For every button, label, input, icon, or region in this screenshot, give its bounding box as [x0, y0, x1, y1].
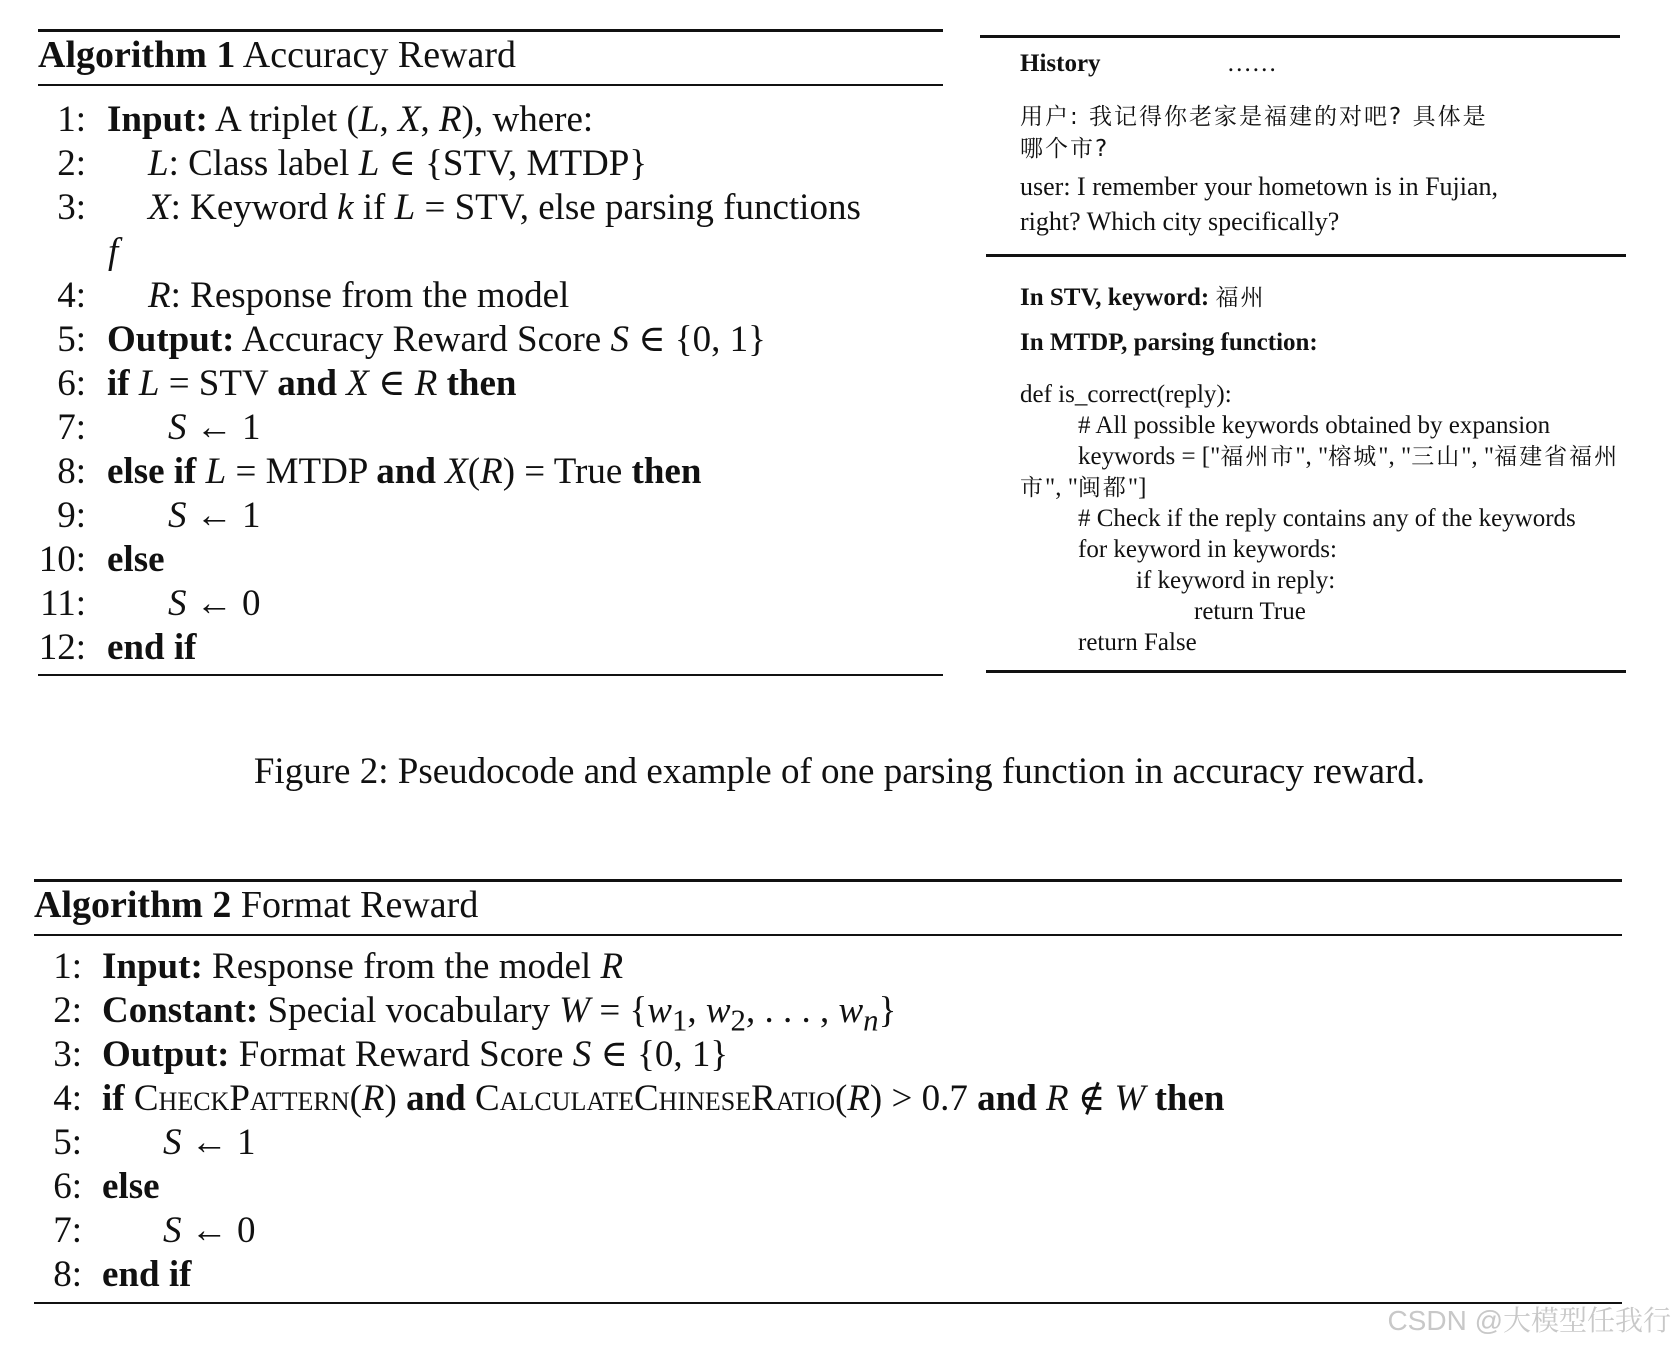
code-line-3: keywords = ["福州市", "榕城", "三山", "福建省福州: [1078, 443, 1620, 470]
code-line-4: 市", "闽都"]: [1020, 474, 1147, 501]
stv-keyword-line: [1020, 282, 1265, 314]
algo1-top-rule: [38, 29, 943, 32]
algo1-line-text: end if: [107, 627, 197, 668]
line-number: 2:: [57, 143, 86, 184]
code-line-6: for keyword in keywords:: [1078, 536, 1337, 563]
stv-keyword: 福州: [1215, 285, 1266, 311]
user-message-cn-1: 用户: 我记得你老家是福建的对吧? 具体是: [1020, 104, 1488, 130]
algo1-bottom-rule: [38, 674, 943, 676]
line-number: 6:: [57, 363, 86, 404]
line-number: 4:: [53, 1078, 82, 1119]
line-number: 5:: [57, 319, 86, 360]
algo2-title: [34, 883, 478, 927]
algo2-line-text: Output: Format Reward Score S ∈ {0, 1}: [102, 1034, 729, 1075]
line-number: 11:: [40, 583, 86, 624]
algo2-title-rule: [34, 934, 1622, 936]
stv-label: In STV, keyword:: [1020, 284, 1216, 311]
user-message-en-1: user: I remember your hometown is in Fujian,: [1020, 172, 1499, 201]
history-ellipsis: ……: [1226, 50, 1277, 77]
user-message-cn-2: 哪个市?: [1020, 136, 1110, 162]
algo2-line-text: S ← 0: [163, 1210, 256, 1251]
line-number: 10:: [38, 539, 86, 580]
line-number: 1:: [57, 99, 86, 140]
algo2-line-text: end if: [102, 1254, 192, 1295]
algo1-line-text: X: Keyword k if L = STV, else parsing functions: [148, 187, 861, 228]
history-label: [1020, 48, 1277, 79]
line-number: 3:: [53, 1034, 82, 1075]
algo1-line-text: R: Response from the model: [148, 275, 570, 316]
algo2-bottom-rule: [34, 1302, 1622, 1304]
mtdp-label-line: [1020, 327, 1318, 358]
algo1-line-text: f: [108, 231, 119, 272]
code-line-1: def is_correct(reply):: [1020, 381, 1232, 408]
mtdp-label: In MTDP, parsing function:: [1020, 329, 1318, 356]
line-number: 2:: [53, 990, 82, 1031]
code-line-9: return False: [1078, 629, 1197, 656]
algo2-line-text: Input: Response from the model R: [102, 946, 624, 987]
line-number: 6:: [53, 1166, 82, 1207]
line-number: 12:: [38, 627, 86, 668]
algo1-line-text: else: [107, 539, 165, 580]
algo1-title: [38, 33, 516, 77]
line-number: 8:: [53, 1254, 82, 1295]
line-number: 5:: [53, 1122, 82, 1163]
algo1-title-bold: Algorithm 1: [38, 34, 236, 76]
line-number: 9:: [57, 495, 86, 536]
code-line-7: if keyword in reply:: [1136, 567, 1336, 594]
line-number: 8:: [57, 451, 86, 492]
line-number: 4:: [57, 275, 86, 316]
algo2-line-text: Constant: Special vocabulary $W = \{w_1$, $w_2$, . . . , $w_n$}: [102, 990, 897, 1038]
algo1-line-text: S ← 0: [168, 583, 261, 624]
algo1-line-text: Output: Accuracy Reward Score S ∈ {0, 1}: [107, 319, 766, 360]
user-message-en-2: right? Which city specifically?: [1020, 207, 1340, 236]
algo2-title-text: Format Reward: [240, 884, 479, 926]
algo1-line-text: if L = STV and X ∈ R then: [107, 363, 517, 404]
code-line-5: # Check if the reply contains any of the keywords: [1078, 505, 1576, 532]
code-line-2: # All possible keywords obtained by expansion: [1078, 412, 1551, 439]
algo2-line-text: S ← 1: [163, 1122, 256, 1163]
line-number: 1:: [53, 946, 82, 987]
algo2-line-text: else: [102, 1166, 160, 1207]
code-line-8: return True: [1194, 598, 1306, 625]
algo1-line-text: Input: A triplet (L, X, R), where:: [107, 99, 594, 140]
figure-caption: Figure 2: Pseudocode and example of one parsing function in accuracy reward.: [253, 751, 1426, 792]
algo2-top-rule: [34, 879, 1622, 882]
example-mid-rule: [986, 254, 1626, 257]
history-label-text: History: [1020, 50, 1101, 77]
algo1-line-text: S ← 1: [168, 407, 261, 448]
algo2-title-bold: Algorithm 2: [34, 884, 232, 926]
example-top-rule: [980, 35, 1620, 38]
algo1-line-text: S ← 1: [168, 495, 261, 536]
algo2-line-text: if CheckPattern(R) and CalculateChineseRatio(R) > 0.7 and R ∉ W then: [102, 1078, 1225, 1119]
line-number: 3:: [57, 187, 86, 228]
line-number: 7:: [53, 1210, 82, 1251]
algo1-title-rule: [38, 84, 943, 86]
algo1-line-text: else if L = MTDP and X(R) = True then: [107, 451, 702, 492]
example-bottom-rule: [986, 670, 1626, 673]
line-number: 7:: [57, 407, 86, 448]
algo1-line-text: L: Class label L ∈ {STV, MTDP}: [148, 143, 648, 184]
algo1-title-text: Accuracy Reward: [242, 34, 517, 76]
watermark: CSDN @大模型任我行: [1387, 1305, 1671, 1336]
